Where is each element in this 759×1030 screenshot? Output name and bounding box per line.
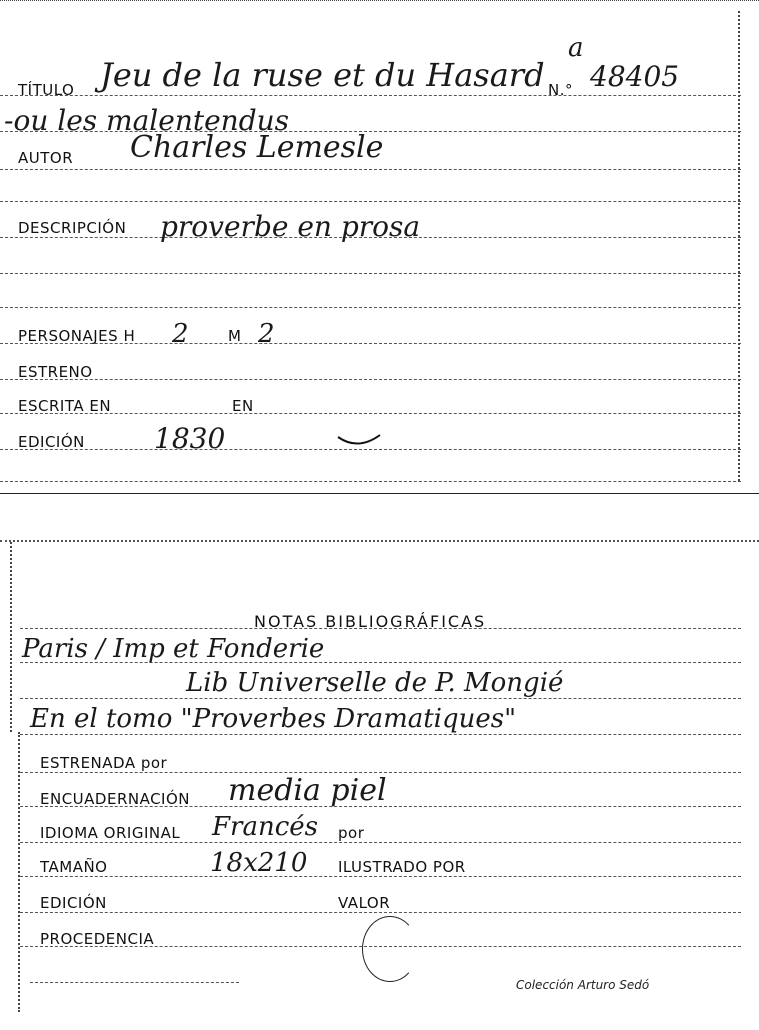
card-left-edge-lower — [18, 732, 20, 1012]
encuadernacion-value: media piel — [228, 773, 387, 808]
personajes-m-value: 2 — [258, 319, 275, 349]
titulo-label: TÍTULO — [18, 81, 75, 99]
note-line-3: En el tomo "Proverbes Dramatiques" — [30, 704, 517, 734]
number-suffix: a — [568, 33, 584, 63]
pen-mark — [336, 429, 386, 453]
rule-line — [20, 842, 741, 843]
collection-footer: Colección Arturo Sedó — [516, 978, 650, 992]
tamano-label: TAMAÑO — [40, 858, 108, 876]
edicion-back-label: EDICIÓN — [40, 894, 107, 912]
titulo-value-continued: -ou les malentendus — [4, 104, 290, 137]
number-value: 48405 — [590, 60, 680, 93]
rule-line — [30, 982, 239, 983]
rule-line — [20, 734, 741, 735]
rule-line — [0, 95, 741, 96]
encuadernacion-label: ENCUADERNACIÓN — [40, 790, 191, 808]
tamano-value: 18x210 — [210, 848, 308, 878]
ilustrado-label: ILUSTRADO POR — [338, 858, 466, 876]
rule-line — [0, 413, 741, 414]
back-index-card — [0, 540, 759, 1030]
rule-line — [20, 628, 741, 629]
card-right-edge — [738, 11, 740, 481]
en-label: EN — [232, 397, 254, 415]
autor-label: AUTOR — [18, 149, 74, 167]
note-line-2: Lib Universelle de P. Mongié — [186, 668, 564, 698]
number-label: N.° — [548, 81, 573, 99]
rule-line — [0, 201, 741, 202]
titulo-value: Jeu de la ruse et du Hasard — [100, 56, 545, 94]
stamp-circle — [362, 916, 418, 982]
escrita-label: ESCRITA EN — [18, 397, 112, 415]
procedencia-label: PROCEDENCIA — [40, 930, 155, 948]
descripcion-value: proverbe en prosa — [160, 210, 421, 243]
autor-value: Charles Lemesle — [130, 130, 384, 165]
idioma-label: IDIOMA ORIGINAL — [40, 824, 181, 842]
rule-line — [0, 273, 741, 274]
personajes-h-value: 2 — [172, 319, 189, 349]
estreno-label: ESTRENO — [18, 363, 93, 381]
por-label: por — [338, 824, 365, 842]
valor-label: VALOR — [338, 894, 391, 912]
idioma-value: Francés — [212, 812, 319, 842]
front-index-card — [0, 0, 759, 494]
rule-line — [0, 307, 741, 308]
personajes-label: PERSONAJES H — [18, 327, 136, 345]
rule-line — [0, 481, 741, 482]
rule-line — [20, 698, 741, 699]
personajes-m-label: M — [228, 327, 242, 345]
edicion-value: 1830 — [154, 422, 226, 455]
rule-line — [0, 169, 741, 170]
edicion-label: EDICIÓN — [18, 433, 85, 451]
estrenada-label: ESTRENADA por — [40, 754, 168, 772]
descripcion-label: DESCRIPCIÓN — [18, 219, 127, 237]
notas-heading: NOTAS BIBLIOGRÁFICAS — [254, 612, 487, 631]
note-line-1: Paris / Imp et Fonderie — [22, 634, 325, 664]
card-left-edge — [10, 542, 12, 732]
rule-line — [0, 379, 741, 380]
rule-line — [20, 876, 741, 877]
rule-line — [20, 912, 741, 913]
